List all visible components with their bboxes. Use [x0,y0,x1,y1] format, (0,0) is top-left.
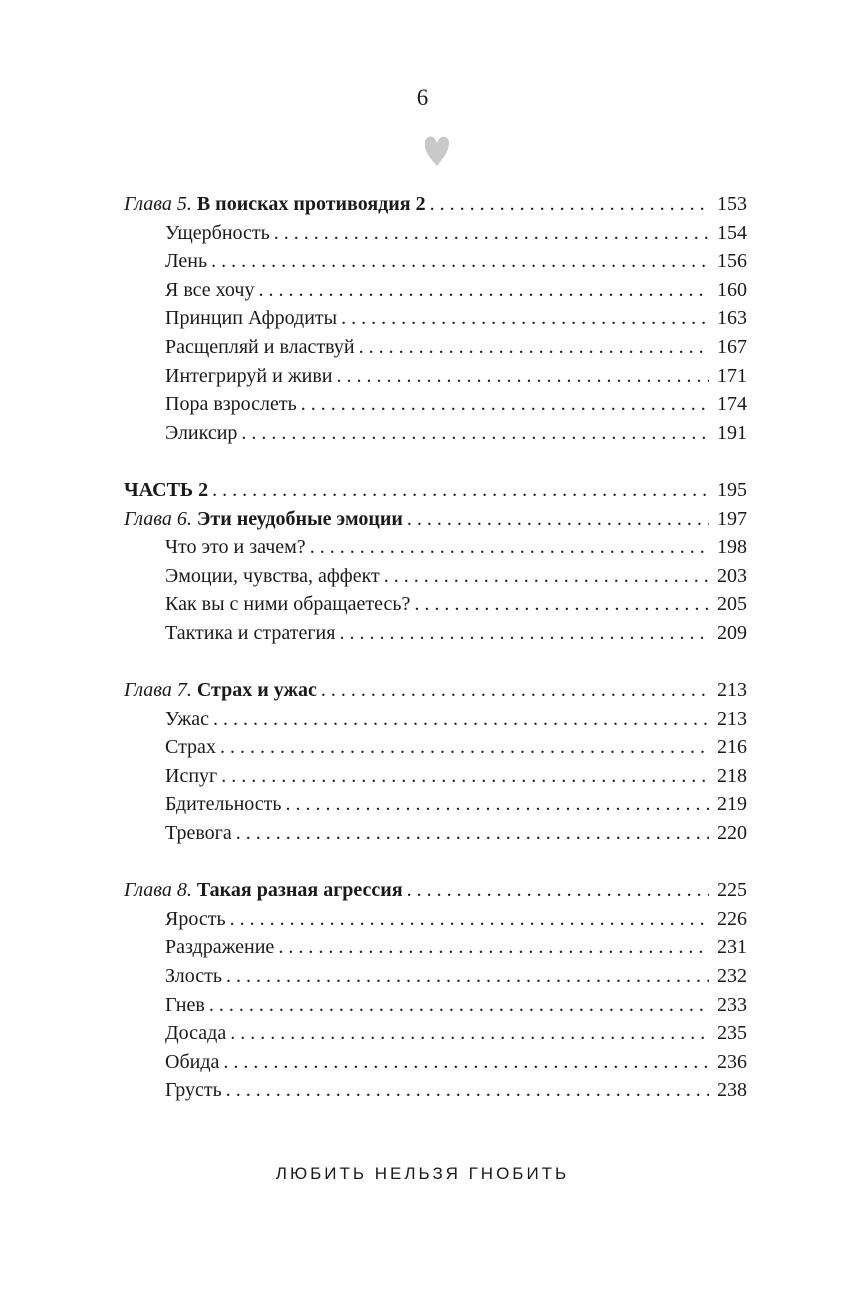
toc-entry[interactable]: Расщепляй и властвуй . . . 167 [124,333,747,362]
dot-leader [321,676,709,705]
toc-entry[interactable]: Бдительность . . . 219 [124,790,747,819]
toc-chapter-7[interactable] [124,676,747,705]
toc-entry[interactable]: Принцип Афродиты . . . 163 [124,304,747,333]
toc-entry[interactable]: Пора взрослеть . . . 174 [124,390,747,419]
page-ref: 153 [717,193,747,215]
toc-entry[interactable]: Обида . . . 236 [124,1048,747,1077]
chapter-label: Глава 6. Эти неудобные эмоции [124,507,403,530]
running-title: ЛЮБИТЬ НЕЛЬЗЯ ГНОБИТЬ [275,1164,570,1183]
toc-entry[interactable]: Эмоции, чувства, аффект . . . 203 [124,562,747,591]
page-ref: 197 [717,507,747,530]
dot-leader [212,476,709,505]
toc-entry[interactable]: Гнев . . . 233 [124,991,747,1020]
chapter-label: Глава 7. Страх и ужас [124,679,317,702]
table-of-contents [124,190,747,1105]
dot-leader [407,876,709,905]
toc-entry[interactable]: Грусть . . . 238 [124,1076,747,1105]
chapter-label: Глава 8. Такая разная агрессия [124,879,403,902]
toc-entry[interactable]: Ужас . . . 213 [124,705,747,734]
toc-entry[interactable]: Досада . . . 235 [124,1019,747,1048]
page-number: 6 [416,85,429,110]
page-ref: 213 [717,679,747,702]
toc-chapter-6[interactable] [124,505,747,534]
toc-chapter-5[interactable] [124,190,747,219]
toc-entry[interactable]: Интегрируй и живи . . . 171 [124,362,747,391]
toc-part-2[interactable]: ЧАСТЬ 2 . . . 195 [124,476,747,505]
page-ref: 225 [717,879,747,902]
toc-entry[interactable]: Злость . . . 232 [124,962,747,991]
chapter-label: Глава 5. В поисках противоядия 2 [124,193,426,215]
toc-entry[interactable]: Я все хочу . . . 160 [124,276,747,305]
toc-entry[interactable]: Раздражение . . . 231 [124,933,747,962]
dot-leader [430,190,709,219]
toc-entry[interactable]: Ущербность . . . 154 [124,219,747,248]
toc-entry[interactable]: Что это и зачем? . . . 198 [124,533,747,562]
toc-entry[interactable]: Ярость . . . 226 [124,905,747,934]
toc-entry[interactable]: Страх . . . 216 [124,733,747,762]
heart-icon [422,132,452,168]
toc-chapter-8[interactable] [124,876,747,905]
toc-entry[interactable]: Лень . . . 156 [124,247,747,276]
toc-entry[interactable]: Тревога . . . 220 [124,819,747,848]
page-ref: 195 [717,478,747,501]
toc-entry[interactable]: Как вы с ними обращаетесь? . . . 205 [124,590,747,619]
toc-entry[interactable]: Испуг . . . 218 [124,762,747,791]
dot-leader [407,505,709,534]
toc-entry[interactable]: Тактика и стратегия . . . 209 [124,619,747,648]
toc-entry[interactable]: Эликсир . . . 191 [124,419,747,448]
